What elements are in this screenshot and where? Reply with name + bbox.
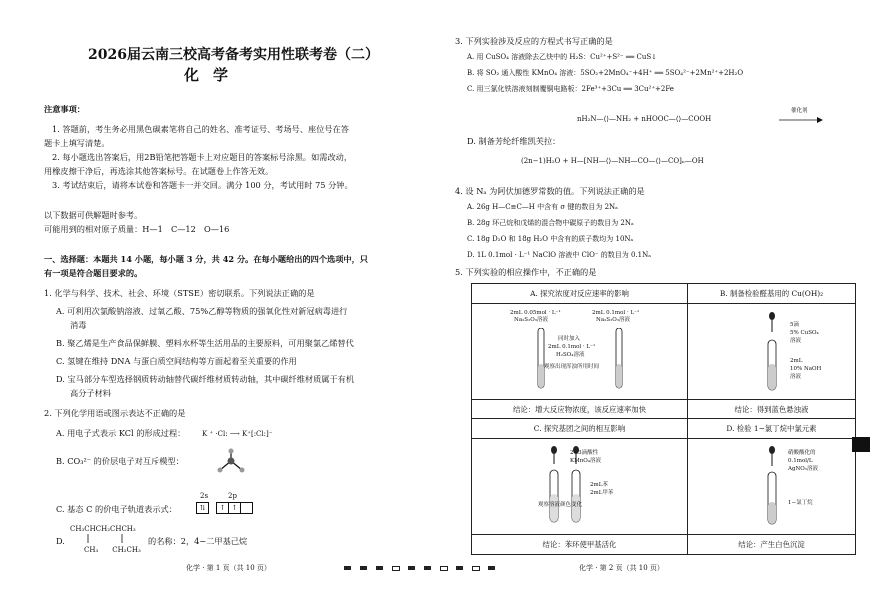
c-fig-label: 2mL苯 [590,481,608,488]
q3d-product: (2n−1)H₂O + H—[NH—⟨⟩—NH—CO—⟨⟩—CO]ₙ—OH [521,157,704,165]
marker-square [424,566,431,570]
c-fig-label: 2~3滴酸性 [570,449,599,456]
vsepr-model-icon [216,448,246,474]
page-2-footer: 化学 · 第 2 页（共 10 页） [579,564,664,572]
notice-2b: 用橡皮擦干净后，再选涂其他答案标号。在试题卷上作答无效。 [44,166,274,176]
d-fig-label: 硝酸酸化的 [787,449,816,456]
page-edge-tab [852,437,870,452]
bond-lines [80,534,140,544]
q2d-name-text: 的名称：2，4−二甲基己烷 [148,536,248,546]
cell-c-head: C. 探究基团之间的相互影响 [472,419,688,439]
q2a-formula: K ⁺ ·Cl: ⟶ K⁺[:Cl:]⁻ [202,430,273,438]
q3-option-c: C. 用三氯化铁溶液刻制覆铜电路板：2Fe³⁺+3Cu ══ 3Cu²⁺+2Fe [467,85,674,93]
q2d-structure-bottom: CH₃ CH₂CH₃ [84,546,141,554]
a-fig-label: H₂SO₄溶液 [556,352,585,359]
cell-b-conclusion: 结论：得到蓝色悬浊液 [687,399,855,419]
q1-option-d: D. 宝马部分车型选择钢质转动轴替代碳纤维材质转动轴，其中碳纤维材质属于有机 [56,374,355,384]
cell-b-head: B. 制备检验醛基用的 Cu(OH)₂ [687,284,855,304]
test-tube-icon [530,328,630,394]
marker-square [376,566,383,570]
cell-c-conclusion: 结论：苯环使甲基活化 [472,535,688,555]
orbital-label-2s: 2s [200,492,209,500]
notice-1b: 题卡上填写清楚。 [44,138,110,148]
question-1: 1. 化学与科学、技术、社会、环境（STSE）密切联系。下列说法正确的是 [44,288,315,298]
q2-option-b: B. CO₃²⁻ 的价层电子对互斥模型： [56,456,184,466]
cell-c-figure [472,439,688,535]
c-fig-label: 观察溶液颜色变化 [538,501,583,508]
a-fig-label: 同时加入 [558,336,581,343]
notice-1a: 1. 答题前，考生务必用黑色碳素笔将自己的姓名、准考证号、考场号、座位号在答 [52,124,349,134]
a-fig-label: 2mL 0.1mol · L⁻¹ [592,310,640,317]
question-3: 3. 下列实验涉及反应的方程式书写正确的是 [455,36,613,46]
c-fig-label: 2mL甲苯 [590,489,614,496]
q1-option-a: A. 可利用次氯酸钠溶液、过氧乙酸、75%乙醇等物质的强氧化性对新冠病毒进行 [56,306,348,316]
q2d-structure-top: CH₃CHCH₂CHCH₃ [70,525,136,533]
section-heading-a: 一、选择题：本题共 14 小题，每小题 3 分，共 42 分。在每小题给出的四个选项中，只 [44,254,368,264]
marker-square [360,566,367,570]
marker-square [392,566,400,571]
d-fig-label: AgNO₃溶液 [787,465,819,472]
question-5: 5. 下列实验的相应操作中，不正确的是 [455,267,597,277]
experiment-table [471,283,856,555]
a-fig-label: 2mL 0.05mol · L⁻¹ [510,310,561,317]
cell-d-conclusion: 结论：产生白色沉淀 [687,535,855,555]
marker-square [344,566,351,570]
orbital-box-2p-2: ↑ [228,502,241,514]
atomic-mass: 可能用到的相对原子质量：H—1 C—12 O—16 [44,224,230,234]
notice-3: 3. 考试结束后，请将本试卷和答题卡一并交回。满分 100 分，考试用时 75 分钟。 [52,180,353,190]
c-fig-label: KMnO₄溶液 [570,457,601,464]
q3d-catalyst: 催化剂 [791,108,808,114]
q3-option-d: D. 制备芳纶纤维凯芙拉： [467,136,561,146]
q1-option-c: C. 氢键在维持 DNA 与蛋白质空间结构等方面起着至关重要的作用 [56,356,297,366]
section-heading-b: 有一项是符合题目要求的。 [44,268,143,278]
a-fig-label: Na₂S₂O₃溶液 [596,317,630,324]
q4-option-b: B. 28g 环己烷和戊烯的混合物中碳原子的数目为 2Nₐ [467,219,634,227]
question-2: 2. 下列化学用语或图示表达不正确的是 [44,408,186,418]
d-fig-label: 0.1mol/L [787,457,813,464]
q3-option-a: A. 用 CuSO₄ 溶液除去乙炔中的 H₂S：Cu²⁺+S²⁻ ══ CuS↓ [467,53,658,61]
test-tube-icon [762,446,782,528]
q3-option-b: B. 将 SO₂ 通入酸性 KMnO₄ 溶液：5SO₂+2MnO₄⁻+4H⁺ ══ 5SO₄²⁻+2Mn²⁺+2H₂O [467,69,744,77]
q4-option-a: A. 26g H—C≡C—H 中含有 σ 键的数目为 2Nₐ [467,203,618,211]
cell-d-head: D. 检验 1−氯丁烷中氯元素 [687,419,855,439]
b-fig-label: 溶液 [789,374,801,381]
q1-option-b: B. 聚乙烯是生产食品保鲜膜、塑料水杯等生活用品的主要原料，可用聚氯乙烯替代 [56,338,354,348]
b-fig-label: 5% CuSO₄ [789,330,819,337]
notice-2a: 2. 每小题选出答案后，用2B铅笔把答题卡上对应题目的答案标号涂黑。如需改动， [52,152,353,162]
page-1-footer: 化学 · 第 1 页（共 10 页） [186,564,271,572]
cell-a-figure [472,303,688,399]
a-fig-label: 观察出现浑浊所用时间 [544,364,600,371]
q1-option-d-cont: 高分子材料 [70,388,111,398]
a-fig-label: 2mL 0.1mol · L⁻¹ [548,344,596,351]
test-tube-icon [762,312,782,392]
exam-title: 2026届云南三校高考备考实用性联考卷（二） [88,47,379,63]
a-fig-label: Na₂S₂O₃溶液 [514,317,548,324]
orbital-label-2p: 2p [228,492,237,500]
q4-option-c: C. 18g D₂O 和 18g H₂O 中含有的质子数均为 10Nₐ [467,235,634,243]
cell-a-head: A. 探究浓度对反应速率的影响 [472,284,688,304]
cell-d-figure [687,439,855,535]
cell-a-conclusion: 结论：增大反应物浓度，该反应速率加快 [472,399,688,419]
b-fig-label: 溶液 [789,338,801,345]
q1-option-a-cont: 消毒 [70,320,87,330]
q2-option-a: A. 用电子式表示 KCl 的形成过程： [56,428,186,438]
data-reference: 以下数据可供解题时参考。 [44,210,143,220]
question-4: 4. 设 Nₐ 为阿伏加德罗常数的值。下列说法正确的是 [455,186,645,196]
reaction-arrow [779,117,823,123]
b-fig-label: 5滴 [789,322,799,329]
notice-heading: 注意事项： [44,104,85,114]
exam-subject: 化学 [184,66,243,84]
q4-option-d: D. 1L 0.1mol · L⁻¹ NaClO 溶液中 ClO⁻ 的数目为 0.1Nₐ [467,251,651,259]
q2d-label: D. [56,536,65,546]
q3d-reactants: nH₂N—⟨⟩—NH₂ + nHOOC—⟨⟩—COOH [577,115,712,123]
orbital-box-2s: ⇅ [196,502,209,514]
q2-option-c: C. 基态 C 的价电子轨道表示式： [56,504,177,514]
d-fig-label: 1−氯丁烷 [787,499,813,506]
b-fig-label: 10% NaOH [789,366,822,373]
b-fig-label: 2mL [789,358,803,365]
marker-square [408,566,415,570]
orbital-box-2p-1: ↑ [216,502,229,514]
orbital-box-2p-3 [240,502,253,514]
cell-b-figure [687,303,855,399]
